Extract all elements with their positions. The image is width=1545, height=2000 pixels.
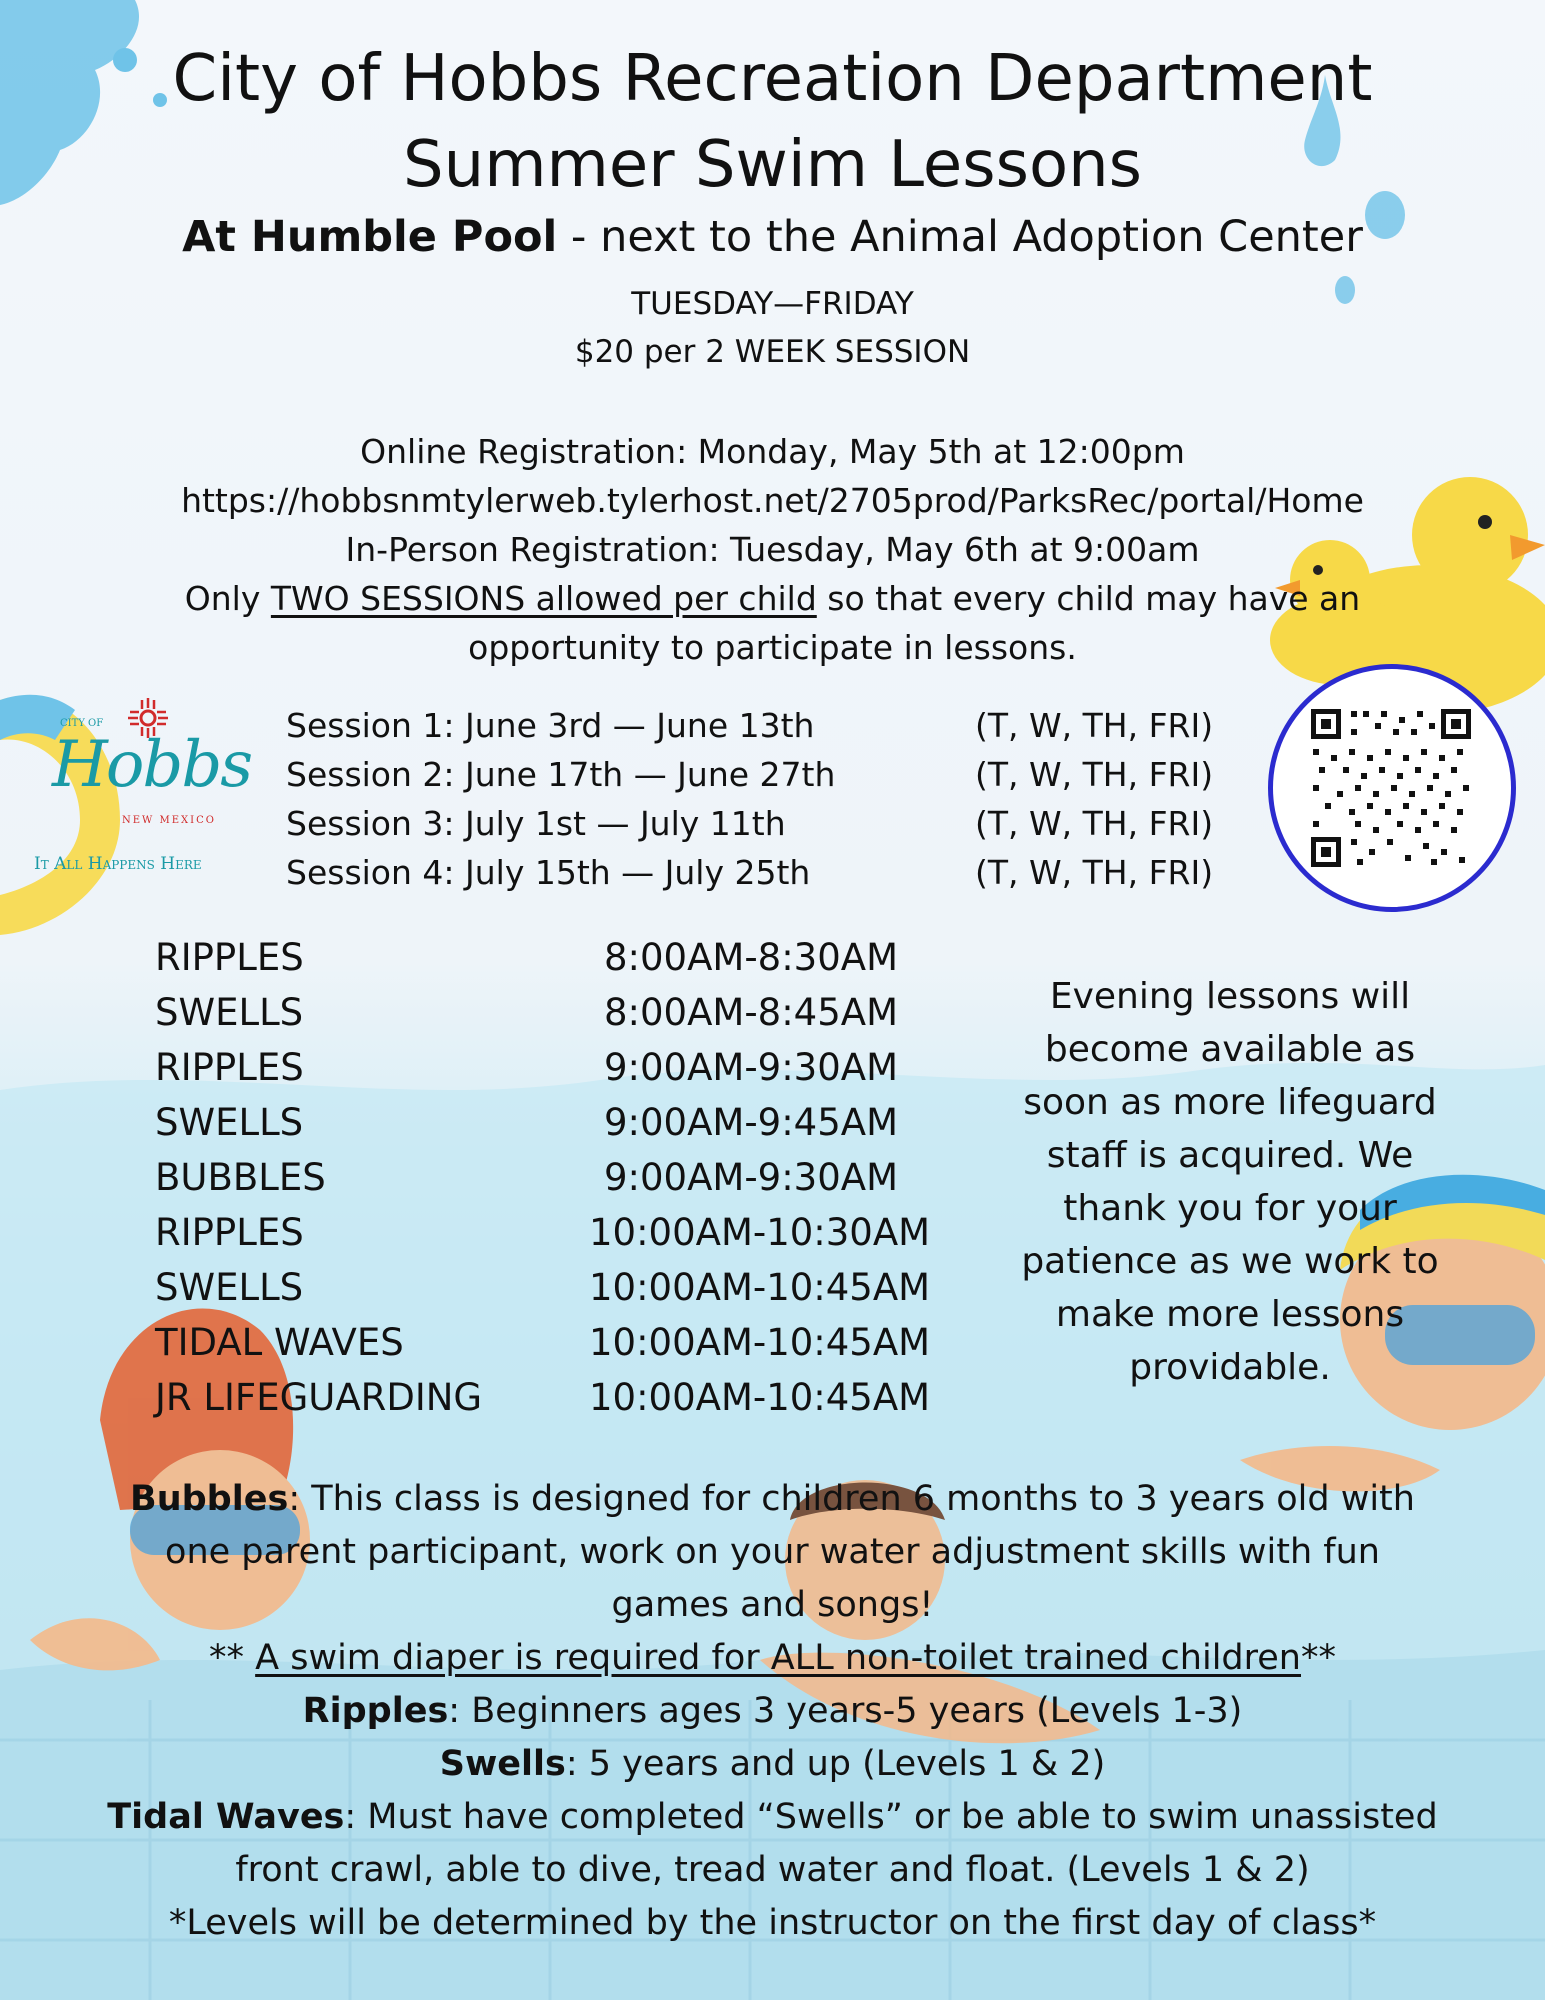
session-2-days: (T, W, TH, FRI) bbox=[975, 755, 1214, 794]
session-3-days: (T, W, TH, FRI) bbox=[975, 804, 1214, 843]
schedule-time-4: 9:00AM-9:45AM bbox=[604, 1101, 898, 1144]
tidal-waves-description-line2: front crawl, able to dive, tread water and float. (Levels 1 & 2) bbox=[235, 1850, 1310, 1890]
swells-label: Swells bbox=[439, 1744, 566, 1784]
schedule-time-1: 8:00AM-8:30AM bbox=[604, 936, 898, 979]
evening-note-line: Evening lessons will bbox=[1049, 976, 1411, 1017]
ripples-text: : Beginners ages 3 years-5 years (Levels 1-3) bbox=[448, 1691, 1243, 1731]
schedule-class-5: BUBBLES bbox=[155, 1156, 326, 1199]
evening-note-line: make more lessons bbox=[1055, 1294, 1405, 1335]
tidal-waves-description bbox=[20, 1791, 1525, 1844]
bubbles-label: Bubbles bbox=[130, 1479, 289, 1519]
page-title: City of Hobbs Recreation Department bbox=[172, 42, 1373, 116]
session-2-dates: Session 2: June 17th — June 27th bbox=[286, 755, 836, 794]
location-line bbox=[0, 212, 1545, 262]
lesson-days: TUESDAY—FRIDAY bbox=[631, 286, 914, 322]
diaper-requirement: A swim diaper is required for ALL non-toilet trained children bbox=[255, 1638, 1301, 1678]
evening-note-line: patience as we work to bbox=[1021, 1241, 1439, 1282]
page-subtitle: Summer Swim Lessons bbox=[403, 128, 1142, 202]
schedule-time-2: 8:00AM-8:45AM bbox=[604, 991, 898, 1034]
online-registration: Online Registration: Monday, May 5th at 12:00pm bbox=[360, 432, 1185, 471]
bubbles-text: : This class is designed for children 6 months to 3 years old with bbox=[288, 1479, 1415, 1519]
session-limit bbox=[0, 579, 1545, 618]
evening-note-line: thank you for your bbox=[1063, 1188, 1397, 1229]
hobbs-logo bbox=[30, 698, 260, 878]
in-person-registration: In-Person Registration: Tuesday, May 6th at 9:00am bbox=[345, 530, 1200, 569]
levels-note: *Levels will be determined by the instructor on the first day of class* bbox=[168, 1903, 1377, 1943]
logo-state: NEW MEXICO bbox=[122, 815, 216, 826]
registration-url[interactable]: https://hobbsnmtylerweb.tylerhost.net/2705prod/ParksRec/portal/Home bbox=[181, 481, 1364, 520]
location-name: At Humble Pool bbox=[182, 212, 558, 262]
schedule-class-3: RIPPLES bbox=[155, 1046, 304, 1089]
ripples-description bbox=[20, 1685, 1525, 1738]
class-descriptions bbox=[20, 1473, 1525, 1950]
limit-emphasis: TWO SESSIONS allowed per child bbox=[270, 579, 817, 618]
swells-description bbox=[20, 1738, 1525, 1791]
swim-diaper-note bbox=[20, 1632, 1525, 1685]
session-1-days: (T, W, TH, FRI) bbox=[975, 706, 1214, 745]
diaper-prefix: ** bbox=[209, 1638, 256, 1678]
limit-suffix: so that every child may have an bbox=[816, 579, 1361, 618]
logo-tagline: It All Happens Here bbox=[34, 854, 202, 874]
tidal-waves-label: Tidal Waves bbox=[107, 1797, 345, 1837]
price: $20 per 2 WEEK SESSION bbox=[574, 334, 971, 370]
schedule-class-8: TIDAL WAVES bbox=[155, 1321, 404, 1364]
schedule-time-9: 10:00AM-10:45AM bbox=[589, 1376, 931, 1419]
evening-lessons-note bbox=[995, 970, 1465, 1394]
session-1-dates: Session 1: June 3rd — June 13th bbox=[286, 706, 815, 745]
schedule-time-6: 10:00AM-10:30AM bbox=[589, 1211, 931, 1254]
evening-note-line: providable. bbox=[1129, 1347, 1331, 1388]
logo-city-of: CITY OF bbox=[60, 718, 104, 729]
schedule-time-7: 10:00AM-10:45AM bbox=[589, 1266, 931, 1309]
bubbles-description-line3: games and songs! bbox=[611, 1585, 934, 1625]
schedule-time-8: 10:00AM-10:45AM bbox=[589, 1321, 931, 1364]
session-3-dates: Session 3: July 1st — July 11th bbox=[286, 804, 786, 843]
qr-code-icon[interactable] bbox=[1311, 709, 1471, 867]
schedule-class-4: SWELLS bbox=[155, 1101, 304, 1144]
schedule-class-2: SWELLS bbox=[155, 991, 304, 1034]
bubbles-description bbox=[20, 1473, 1525, 1526]
schedule-class-6: RIPPLES bbox=[155, 1211, 304, 1254]
tidal-waves-text: : Must have completed “Swells” or be able to swim unassisted bbox=[344, 1797, 1438, 1837]
qr-code-ring bbox=[1268, 664, 1516, 912]
bubbles-description-line2: one parent participant, work on your water adjustment skills with fun bbox=[165, 1532, 1380, 1572]
limit-prefix: Only bbox=[184, 579, 271, 618]
logo-name: Hobbs bbox=[52, 728, 252, 802]
evening-note-line: become available as bbox=[1044, 1029, 1416, 1070]
ripples-label: Ripples bbox=[302, 1691, 449, 1731]
location-detail: - next to the Animal Adoption Center bbox=[557, 212, 1363, 262]
session-4-days: (T, W, TH, FRI) bbox=[975, 853, 1214, 892]
session-limit-line2: opportunity to participate in lessons. bbox=[468, 628, 1077, 667]
swells-text: : 5 years and up (Levels 1 & 2) bbox=[565, 1744, 1106, 1784]
evening-note-line: staff is acquired. We bbox=[1046, 1135, 1414, 1176]
evening-note-line: soon as more lifeguard bbox=[1023, 1082, 1437, 1123]
schedule-class-7: SWELLS bbox=[155, 1266, 304, 1309]
schedule-class-1: RIPPLES bbox=[155, 936, 304, 979]
schedule-time-3: 9:00AM-9:30AM bbox=[604, 1046, 898, 1089]
session-4-dates: Session 4: July 15th — July 25th bbox=[286, 853, 811, 892]
schedule-class-9: JR LIFEGUARDING bbox=[155, 1376, 483, 1419]
schedule-time-5: 9:00AM-9:30AM bbox=[604, 1156, 898, 1199]
diaper-suffix: ** bbox=[1301, 1638, 1336, 1678]
